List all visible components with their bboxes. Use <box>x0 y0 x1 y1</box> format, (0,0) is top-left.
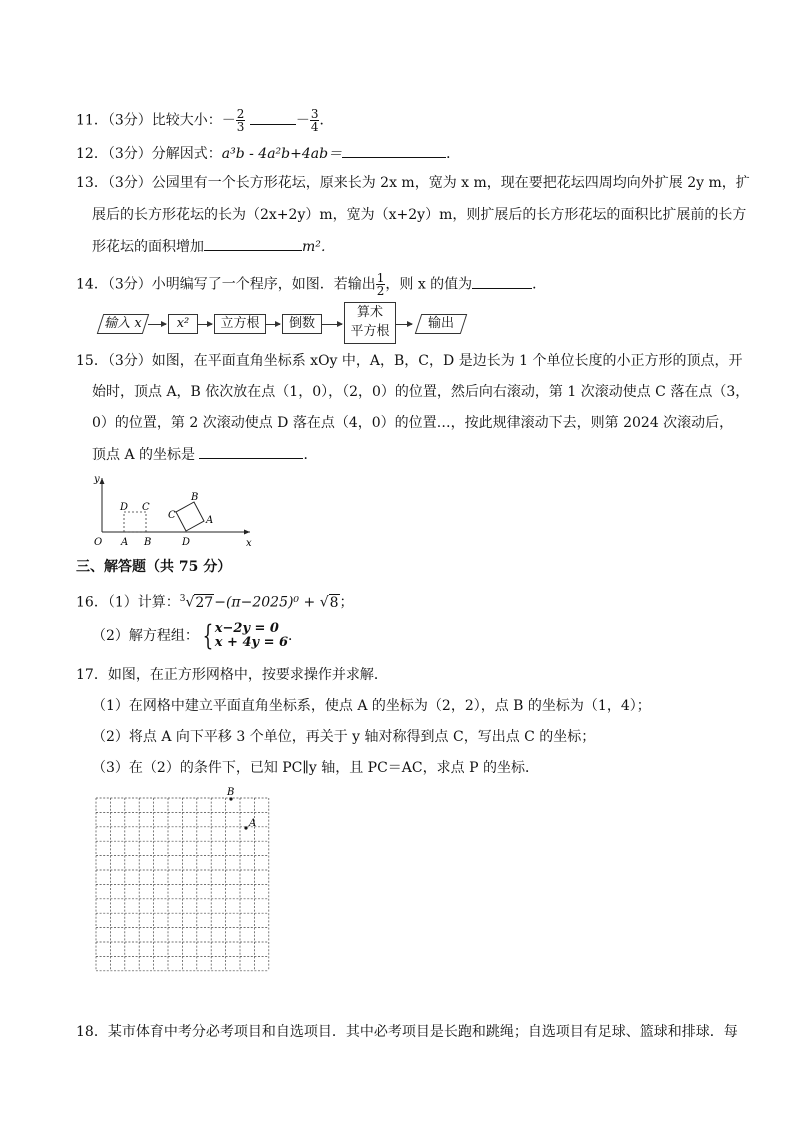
question-15-line2: 始时，顶点 A，B 依次放在点（1，0），（2，0）的位置，然后向右滚动，第 1 次滚动使点 C 落在点（3， <box>92 384 750 400</box>
question-17-step1: （1）在网格中建立平面直角坐标系，使点 A 的坐标为（2，2），点 B 的坐标为（1，4）； <box>92 698 651 714</box>
origin-label: O <box>94 537 103 548</box>
y-axis-label: y <box>94 474 100 485</box>
question-13-line3: 形花坛的面积增加 m²． <box>92 236 335 257</box>
program-flowchart <box>92 302 492 346</box>
square-grid <box>90 786 282 986</box>
flow-arrow <box>148 324 166 325</box>
question-17-stem: 17．如图，在正方形网格中，按要求操作并求解． <box>76 667 388 683</box>
flow-cube-root: 立方根 <box>214 314 266 334</box>
answer-blank-12[interactable] <box>342 143 446 158</box>
point-a <box>244 826 247 829</box>
svg-text:B: B <box>144 537 152 548</box>
fraction-one-half: $\frac{1}{2}$ <box>376 271 385 298</box>
svg-text:D: D <box>120 502 129 513</box>
x-axis-label: x <box>246 538 252 549</box>
flow-reciprocal: 倒数 <box>282 314 322 334</box>
point-a-label: A <box>249 818 257 829</box>
q11-text: 11．（3分）比较大小： <box>76 112 222 129</box>
question-15-line3: 0）的位置，第 2 次滚动使点 D 落在点（4，0）的位置…，按此规律滚动下去，则第 2024 次滚动后， <box>92 415 734 431</box>
svg-text:C: C <box>142 502 150 513</box>
answer-blank-14[interactable] <box>472 274 532 289</box>
question-13-line1: 13．（3分）公园里有一个长方形花坛，原来长为 2x m，宽为 x m，现在要把花坛四周均向外扩展 2y m，扩 <box>76 175 750 191</box>
flow-output: 输出 <box>418 314 464 334</box>
svg-text:A: A <box>121 537 129 548</box>
question-17-step3: （3）在（2）的条件下，已知 PC∥y 轴，且 PC＝AC，求点 P 的坐标． <box>92 760 539 776</box>
answer-blank-13[interactable] <box>204 236 302 251</box>
answer-blank-15[interactable] <box>199 444 303 459</box>
flow-input: 输入 x <box>100 314 146 334</box>
question-11: 11．（3分）比较大小：－ $\frac{2}{3}$ － $\frac{3}{4}$ ． <box>76 107 334 134</box>
question-16-part2: （2）解方程组： { x−2y = 0 x + 4y = 6 ． <box>92 619 303 652</box>
svg-text:B: B <box>191 492 199 503</box>
svg-text:A: A <box>206 515 214 526</box>
svg-text:C: C <box>168 510 176 521</box>
flow-arrow <box>322 324 342 325</box>
question-18-line1: 18．某市体育中考分必考项目和自选项目．其中必考项目是长跑和跳绳；自选项目有足球、篮球和排球．每 <box>76 1024 738 1040</box>
question-16-part1: 16．（1）计算：$^3$√27−(π−2025)⁰ + √8； <box>76 594 354 611</box>
question-15-line1: 15．（3分）如图，在平面直角坐标系 xOy 中，A，B，C，D 是边长为 1 个单位长度的小正方形的顶点，开 <box>76 353 743 369</box>
flow-arrow <box>396 324 412 325</box>
q12-expression: a³b - 4a²b+4ab＝ <box>221 146 343 162</box>
answer-blank-11[interactable] <box>250 110 296 125</box>
question-12: 12．（3分）分解因式：a³b - 4a²b+4ab＝ ． <box>76 143 460 164</box>
svg-text:D: D <box>182 537 191 548</box>
question-17-step2: （2）将点 A 向下平移 3 个单位，再关于 y 轴对称得到点 C，写出点 C 的坐标； <box>92 729 596 745</box>
flow-arrow <box>198 324 212 325</box>
flow-arrow <box>266 324 280 325</box>
fraction-two-thirds: $\frac{2}{3}$ <box>236 107 245 134</box>
section-heading-3: 三、解答题（共 75 分） <box>76 559 232 575</box>
point-b-label: B <box>227 787 235 798</box>
question-14: 14．（3分）小明编写了一个程序，如图．若输出 $\frac{1}{2}$ ，则 x 的值为 ． <box>76 271 547 298</box>
rolling-square-figure <box>90 470 260 550</box>
fraction-three-quarters: $\frac{3}{4}$ <box>310 107 319 134</box>
question-15-line4: 顶点 A 的坐标是 ． <box>92 444 317 465</box>
flow-arithmetic-sqrt: 算术 平方根 <box>344 302 396 344</box>
equation-system: x−2y = 0 x + 4y = 6 <box>214 621 289 650</box>
flow-square: x² <box>168 314 198 334</box>
question-13-line2: 展后的长方形花坛的长为（2x+2y）m，宽为（x+2y）m，则扩展后的长方形花坛的面积比扩展前的长方 <box>92 207 747 223</box>
